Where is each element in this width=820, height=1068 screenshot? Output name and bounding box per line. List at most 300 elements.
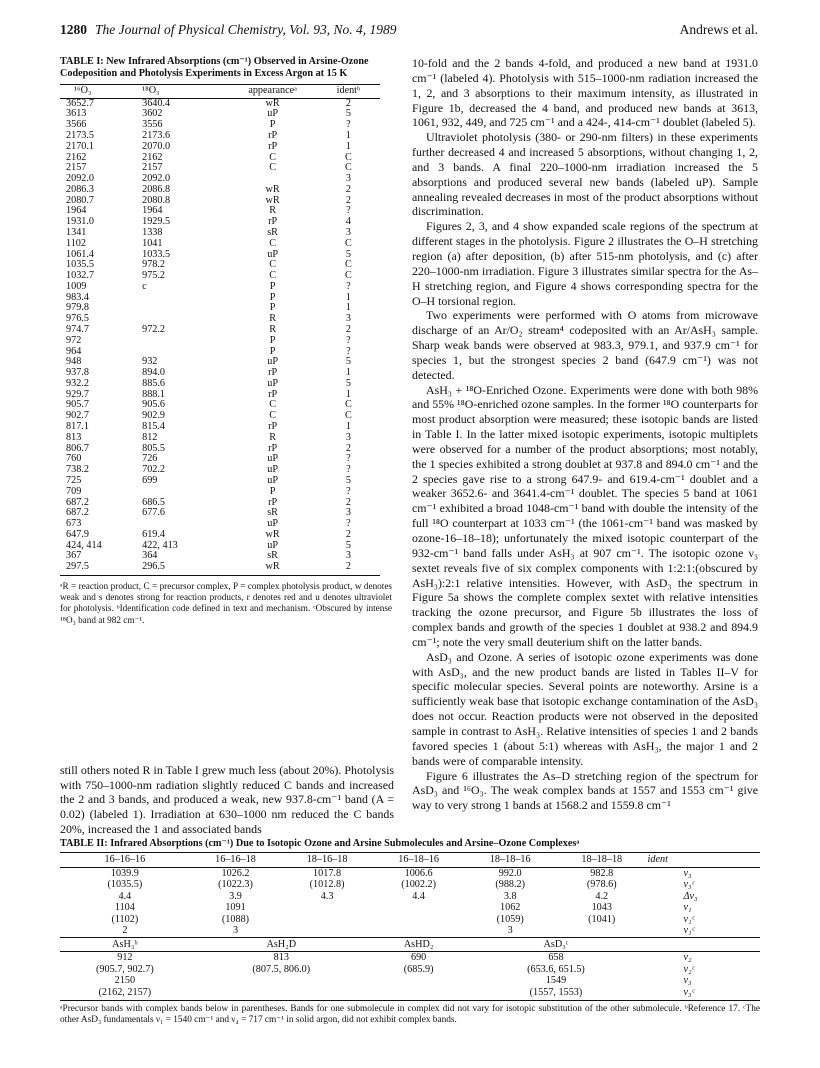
table-1-header-row xyxy=(60,84,380,98)
table-2-col-header: 16–18–16 xyxy=(373,853,465,868)
table-row xyxy=(60,508,380,519)
table-cell: 2 xyxy=(345,324,351,335)
table-cell: ? xyxy=(346,119,351,131)
table-cell: 1026.2 xyxy=(221,867,250,879)
table-cell: 1964 xyxy=(142,205,163,217)
table-cell: ν₃ xyxy=(683,975,692,986)
table-cell: ν₁ᶜ xyxy=(683,925,695,936)
table-cell: ? xyxy=(346,205,351,217)
table-cell: 2162 xyxy=(142,151,163,163)
table-2-col-header: 18–16–18 xyxy=(281,853,373,868)
table-row xyxy=(60,433,380,444)
table-2-subcol-empty xyxy=(648,937,760,952)
table-1-col-header: ¹⁸O₃ xyxy=(142,84,228,98)
table-cell: 1006.6 xyxy=(404,867,433,879)
table-cell: 964 xyxy=(66,345,82,357)
table-cell: 2173.5 xyxy=(66,129,95,141)
table-cell: 982.8 xyxy=(590,867,614,879)
table-cell: C xyxy=(269,410,276,422)
table-row xyxy=(60,530,380,541)
table-cell: C xyxy=(345,399,352,411)
table-cell: 1 xyxy=(345,291,351,303)
table-cell: C xyxy=(345,237,352,249)
table-cell: 1341 xyxy=(66,226,87,238)
table-cell: ? xyxy=(346,453,351,465)
table-row xyxy=(60,444,380,455)
table-cell xyxy=(281,914,373,926)
table-cell: 3 xyxy=(507,925,513,936)
table-cell: 2086.3 xyxy=(66,183,95,195)
table-cell: uP xyxy=(267,356,278,368)
table-cell: 888.1 xyxy=(142,388,166,400)
table-cell: 619.4 xyxy=(142,528,166,540)
table-cell: uP xyxy=(267,108,278,120)
table-cell: 815.4 xyxy=(142,421,166,433)
table-cell: P xyxy=(269,485,276,497)
table-cell: 894.0 xyxy=(142,367,166,379)
table-row xyxy=(60,185,380,196)
table-cell: R xyxy=(269,205,276,217)
table-row xyxy=(60,282,380,293)
table-cell xyxy=(373,914,465,926)
table-cell: (1102) xyxy=(111,913,139,925)
table-cell: C xyxy=(345,410,352,422)
paragraph: Ultraviolet photolysis (380- or 290-nm filters) in these experiments further decreased 4 and increased 5 absorptions, without changing 1, 2, and 3 bands. A final 220–1000-nm irradiation increased the 5 absorptions and produced several new bands (labeled uP). Sample annealing revealed decreases in most of the product absorptions without discrimination. xyxy=(412,130,758,219)
table-cell: 1 xyxy=(345,388,351,400)
paragraph: AsD₃ and Ozone. A series of isotopic ozone experiments was done with AsD₃, and the new product bands are listed in Tables II–V for specific molecular species. Several points are noteworthy. Arsine is a sufficiently weak base that isotopic exchange contamination of the AsD₃ does not occur. Reaction products were not observed in the deposited sample in contrast to AsH₃. Relative intensities of species 1 and 2 bands favored species 1 (about 5:1) whereas with AsH₃, the major 1 and 2 bands were of comparable intensity. xyxy=(412,649,758,768)
table-row xyxy=(60,109,380,120)
table-cell: uP xyxy=(267,248,278,260)
running-head xyxy=(60,22,758,42)
table-cell: uP xyxy=(267,453,278,465)
table-cell: 726 xyxy=(142,453,158,465)
table-cell: 1033.5 xyxy=(142,248,171,260)
table-row xyxy=(60,987,760,1001)
table-cell: 2173.6 xyxy=(142,129,171,141)
table-cell: 974.7 xyxy=(66,324,89,335)
table-row xyxy=(60,120,380,131)
table-cell: P xyxy=(269,334,276,346)
table-cell: 902.9 xyxy=(142,410,166,422)
table-cell: sR xyxy=(267,507,278,519)
table-row xyxy=(60,411,380,422)
table-cell: 2157 xyxy=(142,162,163,174)
table-2-subheader-row xyxy=(60,937,760,952)
table-row xyxy=(60,914,760,926)
table-cell: 687.2 xyxy=(66,507,89,519)
table-cell: rP xyxy=(268,140,278,152)
table-1-col-header: identᵇ xyxy=(317,84,380,98)
table-cell: 738.2 xyxy=(66,464,89,476)
table-cell: 1 xyxy=(345,129,351,141)
paragraph: Two experiments were performed with O atoms from microwave discharge of an Ar/O₂ stream⁴ codeposited with an Ar/AsH₃ sample. Sharp weak bands were observed at 983.3, 979.1, and 937.9 cm⁻¹ for species 1, but the strongest species 2 band (647.9 cm⁻¹) was not detected. xyxy=(412,308,758,382)
table-cell: (988.2) xyxy=(495,879,526,890)
table-cell: rP xyxy=(268,496,278,508)
table-cell xyxy=(373,925,465,937)
table-1-col-header: appearanceᵃ xyxy=(228,84,316,98)
table-cell: (905.7, 902.7) xyxy=(95,963,154,975)
table-cell: uP xyxy=(267,518,278,530)
table-cell: 3.9 xyxy=(229,890,242,902)
table-cell: 1043 xyxy=(591,902,612,913)
table-cell: 4.3 xyxy=(320,890,334,902)
table-row xyxy=(60,260,380,271)
table-row xyxy=(60,314,380,325)
running-head-authors: Andrews et al. xyxy=(679,22,758,37)
table-cell: ν₁ᶜ xyxy=(683,913,695,925)
table-cell: 1964 xyxy=(66,205,87,217)
table-cell: (685.9) xyxy=(403,963,434,975)
table-2-col-header: 16–16–18 xyxy=(190,853,282,868)
table-cell: 2 xyxy=(345,442,351,454)
table-cell: uP xyxy=(267,539,278,551)
table-cell: 983.4 xyxy=(66,291,89,303)
table-cell xyxy=(190,975,373,987)
running-head-left xyxy=(60,22,397,38)
table-cell: (1059) xyxy=(496,913,524,925)
table-cell: ν₂ᶜ xyxy=(683,963,695,975)
table-cell: (1012.8) xyxy=(309,879,345,890)
table-cell xyxy=(142,487,228,498)
table-cell: 699 xyxy=(142,474,158,486)
table-cell: 2 xyxy=(345,194,351,206)
paragraph: 10-fold and the 2 bands 4-fold, and produced a new band at 1931.0 cm⁻¹ (labeled 4). Photolysis with 515–1000-nm radiation increased the 1, 2, and 3 absorptions to their maximum intensity, as illustrated in Figure 1b, decreased the 4 band, and produced new bands at 3613, 1061, 932, 449, and 725 cm⁻¹ and a 424-, 414-cm⁻¹ doublet (labeled 5). xyxy=(412,56,758,130)
table-cell: 709 xyxy=(66,485,82,497)
table-cell: 5 xyxy=(345,474,351,486)
table-cell: 1009 xyxy=(66,280,87,292)
table-cell: 2150 xyxy=(114,975,136,986)
table-cell: C xyxy=(269,151,276,163)
table-cell: 817.1 xyxy=(66,421,89,433)
table-cell: 937.8 xyxy=(66,367,89,379)
table-cell: 1039.9 xyxy=(110,867,139,879)
table-cell: 912 xyxy=(117,952,133,963)
table-cell: 3556 xyxy=(142,119,163,131)
table-cell: 3 xyxy=(232,925,239,936)
table-cell: ? xyxy=(346,280,351,292)
table-cell: C xyxy=(345,259,352,271)
table-cell: C xyxy=(269,399,276,411)
table-cell: 1338 xyxy=(142,226,163,238)
table-cell: rP xyxy=(268,129,278,141)
table-cell: 296.5 xyxy=(142,562,228,575)
table-cell: 3 xyxy=(345,173,351,185)
table-row xyxy=(60,206,380,217)
table-cell: 2 xyxy=(122,925,128,936)
table-cell: 1061.4 xyxy=(66,248,95,260)
table-cell: 3640.4 xyxy=(142,97,171,109)
table-row xyxy=(60,163,380,174)
table-cell: 905.7 xyxy=(66,399,89,411)
table-cell: 1041 xyxy=(142,237,163,249)
table-cell xyxy=(556,925,648,937)
table-cell: 3 xyxy=(345,431,351,443)
table-row xyxy=(60,347,380,358)
table-row xyxy=(60,271,380,282)
table-row xyxy=(60,368,380,379)
table-cell: 2092.0 xyxy=(142,173,171,185)
table-cell: P xyxy=(269,345,276,357)
table-cell: rP xyxy=(268,216,278,228)
table-2-header-row xyxy=(60,853,760,868)
table-cell: 3566 xyxy=(66,119,87,131)
table-1-footnote: ᵃR = reaction product, C = precursor complex, P = complex photolysis product, w denotes weak and s denotes strong for reaction products, r denotes red and u denotes ultraviolet for photolysis. ᵇIdentification code defined in text and mechanism. ᶜObscured by intense ¹⁸O₃ band at 982 cm⁻¹. xyxy=(60,580,392,625)
table-cell: 3 xyxy=(345,550,351,562)
table-row xyxy=(60,975,760,987)
table-cell: 5 xyxy=(345,356,351,368)
table-cell: 364 xyxy=(142,550,158,562)
table-row xyxy=(60,879,760,891)
table-cell: wR xyxy=(265,528,280,540)
table-row xyxy=(60,925,760,937)
table-cell: 422, 413 xyxy=(142,539,178,551)
table-cell: ? xyxy=(346,345,351,357)
table-cell: Δν₃ xyxy=(683,890,698,902)
table-cell: 2 xyxy=(345,183,351,195)
table-cell: C xyxy=(345,151,352,163)
table-cell: ? xyxy=(346,518,351,530)
table-cell: 805.5 xyxy=(142,442,166,454)
table-cell: (1041) xyxy=(588,913,616,925)
table-cell: P xyxy=(269,280,276,292)
table-cell: 4 xyxy=(345,216,351,228)
paragraph: Figures 2, 3, and 4 show expanded scale regions of the spectrum at different stages in the photolysis. Figure 2 illustrates the O–H stretching region (a) after deposition, (b) after 515-nm photolysis, and (c) after 220–1000-nm irradiation. Figure 3 illustrates similar spectra for the As–H stretching region, and Figure 4 shows corresponding spectra for the O–H torsional region. xyxy=(412,219,758,308)
table-2-grid xyxy=(60,852,760,1001)
table-cell: (1002.2) xyxy=(401,879,437,890)
table-cell: 2170.1 xyxy=(66,140,95,152)
table-cell: P xyxy=(269,119,276,131)
table-cell: wR xyxy=(265,194,280,206)
table-cell xyxy=(373,975,465,987)
table-cell: ν₁ xyxy=(683,902,692,913)
table-row xyxy=(60,902,760,914)
table-cell: (1088) xyxy=(221,913,250,925)
table-cell: 1 xyxy=(345,302,351,314)
table-cell: 2162 xyxy=(66,151,87,163)
table-cell: 4.4 xyxy=(412,890,425,902)
table-cell: 1549 xyxy=(545,975,567,986)
table-row xyxy=(60,390,380,401)
table-cell: 5 xyxy=(345,539,351,551)
table-cell: 1931.0 xyxy=(66,216,95,228)
table-cell: 2080.8 xyxy=(142,194,171,206)
table-cell: ν₃ᶜ xyxy=(683,879,695,890)
table-cell: rP xyxy=(268,442,278,454)
table-2-subcol-header: AsH₃ᵇ xyxy=(60,937,190,952)
page-number: 1280 xyxy=(60,22,87,37)
table-cell: C xyxy=(269,259,276,271)
table-cell: sR xyxy=(267,226,278,238)
table-cell: 1102 xyxy=(66,237,86,249)
table-cell: 3 xyxy=(345,313,351,325)
journal-citation: The Journal of Physical Chemistry, Vol. 93, No. 4, 1989 xyxy=(95,22,397,37)
table-cell: 3602 xyxy=(142,108,163,120)
table-cell: 932 xyxy=(142,356,158,368)
table-cell: 5 xyxy=(345,377,351,389)
table-row xyxy=(60,228,380,239)
table-cell: (1035.5) xyxy=(107,879,143,890)
table-cell xyxy=(142,293,228,304)
table-row xyxy=(60,336,380,347)
table-cell: 297.5 xyxy=(60,562,142,575)
table-cell: (1557, 1553) xyxy=(464,987,647,1001)
table-cell: C xyxy=(269,162,276,174)
body-text-right-column xyxy=(412,56,758,813)
table-cell: 686.5 xyxy=(142,496,166,508)
table-cell: 2 xyxy=(345,528,351,540)
table-cell: rP xyxy=(268,367,278,379)
table-row xyxy=(60,325,380,336)
table-2 xyxy=(60,838,760,1027)
table-cell: 3 xyxy=(345,507,351,519)
table-cell: 2 xyxy=(345,496,351,508)
table-cell: 702.2 xyxy=(142,464,166,476)
table-2-col-header: 16–16–16 xyxy=(60,853,190,868)
table-cell: 2092.0 xyxy=(66,173,95,185)
table-row xyxy=(60,551,380,562)
table-cell: 725 xyxy=(66,474,82,486)
table-row xyxy=(60,476,380,487)
table-cell: 3613 xyxy=(66,108,87,120)
table-row xyxy=(60,98,380,109)
table-cell xyxy=(142,336,228,347)
table-cell: 690 xyxy=(410,952,427,963)
table-row xyxy=(60,174,380,185)
table-cell: uP xyxy=(267,474,278,486)
table-row xyxy=(60,303,380,314)
table-row xyxy=(60,250,380,261)
table-row xyxy=(60,153,380,164)
table-row xyxy=(60,952,760,964)
table-row xyxy=(60,142,380,153)
table-row xyxy=(60,867,760,879)
table-cell: wR xyxy=(265,97,280,109)
table-cell: 647.9 xyxy=(66,528,89,540)
table-row xyxy=(60,379,380,390)
table-row xyxy=(60,519,380,530)
table-cell: 978.2 xyxy=(142,259,166,271)
table-row xyxy=(60,400,380,411)
table-cell: 3652.7 xyxy=(66,97,95,109)
table-cell: ν₃ xyxy=(683,867,692,879)
table-cell: 1035.5 xyxy=(66,259,95,271)
table-cell: R xyxy=(269,431,276,443)
table-cell: C xyxy=(269,237,276,249)
table-cell: rP xyxy=(268,388,278,400)
table-cell xyxy=(281,902,373,914)
table-cell: 3.8 xyxy=(503,890,517,902)
table-cell: 677.6 xyxy=(142,507,166,519)
table-2-col-header: ident xyxy=(648,853,760,868)
table-cell: 1017.8 xyxy=(313,867,342,879)
table-cell: ? xyxy=(346,464,351,476)
table-cell: 658 xyxy=(548,952,564,963)
table-cell: 992.0 xyxy=(498,867,522,879)
table-cell: (1022.3) xyxy=(218,879,253,890)
table-cell: 929.7 xyxy=(66,388,89,400)
table-2-caption: TABLE II: Infrared Absorptions (cm⁻¹) Due to Isotopic Ozone and Arsine Submolecules and Arsine–Ozone Complexesᵃ xyxy=(60,838,580,849)
table-cell: 2080.7 xyxy=(66,194,95,206)
table-cell: 932.2 xyxy=(66,377,89,389)
table-row xyxy=(60,239,380,250)
table-cell: 902.7 xyxy=(66,410,89,422)
table-1-caption: TABLE I: New Infrared Absorptions (cm⁻¹) Observed in Arsine-Ozone Codeposition and Photolysis Experiments in Excess Argon at 15 K xyxy=(60,56,369,80)
table-cell: ? xyxy=(346,334,351,346)
table-row xyxy=(60,196,380,207)
table-cell: (978.6) xyxy=(586,879,617,890)
table-row xyxy=(60,498,380,509)
table-cell: (653.6, 651.5) xyxy=(527,963,585,975)
table-cell: 976.5 xyxy=(66,313,89,325)
table-2-subcol-header: AsHD₂ xyxy=(373,937,465,952)
table-cell: 812 xyxy=(142,431,158,443)
table-cell xyxy=(281,925,373,937)
table-cell: C xyxy=(345,270,352,282)
table-cell: 972.2 xyxy=(142,324,166,335)
table-cell: C xyxy=(269,270,276,282)
body-text-left-column: still others noted R in Table I grew much less (about 20%). Photolysis with 750–1000-nm radiation slightly reduced C bands and increased the 2 and 3 bands, and produced a weak, new 937.8-cm⁻¹ band (A = 0.02) (labeled 1). Irradiation at 630–1000 nm reduced the C bands 20%, increased the 1 and associated bands xyxy=(60,763,394,836)
table-cell: uP xyxy=(267,464,278,476)
table-2-col-header: 18–18–18 xyxy=(556,853,648,868)
table-cell: 687.2 xyxy=(66,496,89,508)
table-cell: 1032.7 xyxy=(66,270,95,282)
table-cell: 2086.8 xyxy=(142,183,171,195)
table-row xyxy=(60,131,380,142)
table-row xyxy=(60,891,760,903)
table-cell xyxy=(190,987,373,1001)
table-cell: 1 xyxy=(345,421,351,433)
table-cell: 813 xyxy=(273,952,289,963)
paragraph: AsH₃ + ¹⁸O-Enriched Ozone. Experiments were done with both 98% and 55% ¹⁸O-enriched ozone samples. In the former ¹⁸O counterparts for most product absorption were measured; these isotopic bands are listed in Table I. In the latter mixed isotopic experiments, isotopic multiplets were observed for a number of the product absorptions; most notably, the 1 species exhibited a strong doublet at 937.8 and 894.0 cm⁻¹ and the 2 species gave rise to a strong 647.9- and 619.4-cm⁻¹ doublet and a weaker 3652.6- and 3641.4-cm⁻¹ doublet. The species 5 band at 1061 cm⁻¹ exhibited a broad 1048-cm⁻¹ band with double the intensity of the full ¹⁸O counterpart at 1033 cm⁻¹ (the 1061-cm⁻¹ band was masked by ozone-16–18–18); unfortunately the mixed isotopic counterpart of the 932-cm⁻¹ band falls under AsH₃ at 907 cm⁻¹. The isotopic ozone ν₃ sextet reveals five of six complex components with 1:2:1:(obscured by AsH₃):2:1 relative intensities. However, with AsD₃ the spectrum in Figure 5a shows the complete complex sextet with relative intensities tracking the ozone precursor, and Figure 5b illustrates the loss of complex bands and growth of the species 1 doublet at 938.2 and 894.9 cm⁻¹; note the very small deuterium shift on the latter bands. xyxy=(412,382,758,649)
table-cell xyxy=(142,303,228,314)
table-cell xyxy=(373,902,465,914)
table-2-col-header: 18–18–16 xyxy=(464,853,556,868)
table-cell: 367 xyxy=(66,550,82,562)
table-row xyxy=(60,293,380,304)
table-cell: wR xyxy=(228,562,316,575)
table-cell: 885.6 xyxy=(142,377,166,389)
table-cell: 2157 xyxy=(66,162,87,174)
table-cell: 2 xyxy=(317,562,380,575)
table-1 xyxy=(60,56,392,626)
table-cell: c xyxy=(142,280,147,292)
table-cell: 813 xyxy=(66,431,82,443)
table-row xyxy=(60,541,380,552)
table-cell: 979.8 xyxy=(66,302,89,314)
table-cell: rP xyxy=(268,421,278,433)
table-cell: (2162, 2157) xyxy=(60,987,190,1001)
table-cell: 1062 xyxy=(500,902,521,913)
table-cell: 1 xyxy=(345,367,351,379)
table-cell xyxy=(373,987,465,1001)
table-cell: ν₂ xyxy=(683,952,692,963)
table-1-grid xyxy=(60,84,380,576)
table-cell: 905.6 xyxy=(142,399,166,411)
table-cell: 1091 xyxy=(225,902,246,913)
table-cell: P xyxy=(269,302,276,314)
table-cell: ? xyxy=(346,485,351,497)
table-cell: 972 xyxy=(66,334,82,346)
table-cell: R xyxy=(269,324,276,335)
table-row xyxy=(60,487,380,498)
table-cell: C xyxy=(345,162,352,174)
table-2-subcol-header: AsD₃ᶜ xyxy=(464,937,647,952)
table-cell: R xyxy=(269,313,276,325)
table-2-subcol-header: AsH₂D xyxy=(190,937,373,952)
table-cell: 760 xyxy=(66,453,82,465)
table-2-footnote: ᵃPrecursor bands with complex bands below in parentheses. Bands for one submolecule in complex did not vary for isotopic substitution of the other submolecule. ᵇReference 17. ᶜThe other AsD₃ fundamentals ν₁ = 1540 cm⁻¹ and ν₄ = 717 cm⁻¹ in solid argon, did not exhibit complex bands. xyxy=(60,1004,760,1026)
table-1-col-header: ¹⁶O₃ xyxy=(60,84,142,98)
